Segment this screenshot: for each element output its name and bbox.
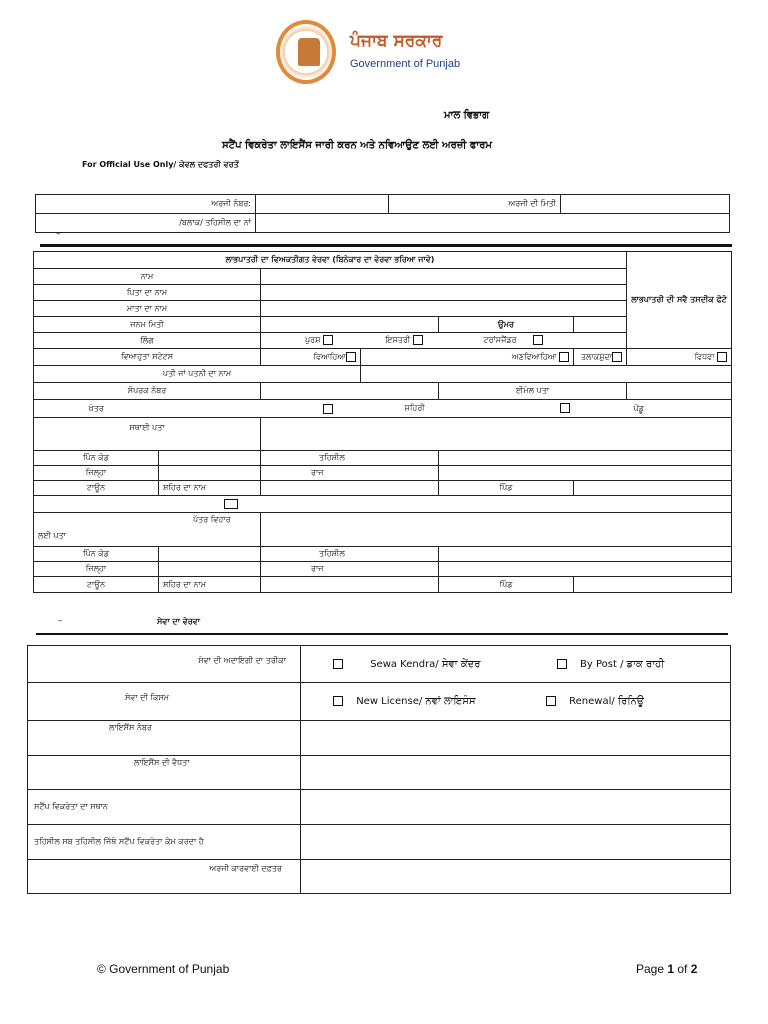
district-label: ਜਿਲ੍ਹਾ xyxy=(34,466,159,481)
vendor-place-field[interactable] xyxy=(301,790,731,825)
corr-district-field[interactable] xyxy=(159,562,261,577)
dob-field[interactable] xyxy=(261,317,439,333)
spouse-name-label: ਪਤੀ ਜਾਂ ਪਤਨੀ ਦਾ ਨਾਮ xyxy=(34,366,361,383)
pin-code-field[interactable] xyxy=(159,451,261,466)
divorced-option[interactable] xyxy=(574,349,627,366)
spouse-name-field[interactable] xyxy=(361,366,732,383)
corr-district-label: ਜਿਲ੍ਹਾ xyxy=(34,562,159,577)
service-section-title: ਸੇਵਾ ਦਾ ਵੇਰਵਾ xyxy=(157,617,201,626)
mother-name-label: ਮਾਤਾ ਦਾ ਨਾਮ xyxy=(34,301,261,317)
permanent-address-field[interactable] xyxy=(261,418,732,451)
correspondence-address-field[interactable] xyxy=(261,513,732,547)
transgender-label: ਟਰਾਂਸਜੈਂਡਰ xyxy=(483,335,517,345)
application-date-label: ਅਰਜੀ ਦੀ ਮਿਤੀ xyxy=(389,195,561,214)
vendor-place-label: ਸਟੈਂਪ ਵਿਕਰੇਤਾ ਦਾ ਸਥਾਨ xyxy=(28,790,301,825)
state-field[interactable] xyxy=(439,466,732,481)
license-validity-field[interactable] xyxy=(301,756,731,790)
corr-city-name-label: ਸ਼ਹਿਰ ਦਾ ਨਾਮ xyxy=(159,577,261,593)
mother-name-field[interactable] xyxy=(261,301,627,317)
service-divider-line xyxy=(36,633,728,635)
unmarried-label: ਅਣਵਿਆਹਿਆ xyxy=(511,352,557,362)
sewa-kendra-checkbox[interactable] xyxy=(333,659,343,669)
village-field[interactable] xyxy=(574,481,732,496)
by-post-checkbox[interactable] xyxy=(557,659,567,669)
logo-text-english: Government of Punjab xyxy=(350,58,461,70)
corr-state-field[interactable] xyxy=(439,562,732,577)
footer-page-number xyxy=(636,962,697,976)
block-tehsil-field[interactable] xyxy=(256,214,730,233)
by-post-label: By Post / ਡਾਕ ਰਾਹੀ xyxy=(580,658,665,670)
rural-label: ਪੇਂਡੂ xyxy=(633,403,644,413)
application-date-field[interactable] xyxy=(561,195,730,214)
father-name-label: ਪਿਤਾ ਦਾ ਨਾਮ xyxy=(34,285,261,301)
application-number-label: ਅਰਜੀ ਨੰਬਰ: xyxy=(36,195,256,214)
unmarried-option[interactable] xyxy=(361,349,574,366)
district-field[interactable] xyxy=(159,466,261,481)
official-use-label: For Official Use Only/ ਕੇਵਲ ਦਫਤਰੀ ਵਰਤੋਂ xyxy=(82,160,239,169)
divider-line xyxy=(40,244,732,247)
permanent-address-label: ਸਥਾਈ ਪਤਾ xyxy=(34,418,261,451)
application-number-field[interactable] xyxy=(256,195,389,214)
punjab-seal-logo xyxy=(276,20,336,84)
renewal-label: Renewal/ ਰਿਨਿਊ xyxy=(569,696,645,707)
gender-label: ਲਿੰਗ xyxy=(34,333,261,349)
email-field[interactable] xyxy=(627,383,732,400)
tehsil-work-field[interactable] xyxy=(301,825,731,860)
dob-label: ਜਨਮ ਮਿਤੀ xyxy=(34,317,261,333)
corr-tehsil-field[interactable] xyxy=(439,547,732,562)
rural-checkbox[interactable] xyxy=(560,403,570,413)
divorced-label: ਤਲਾਕਸ਼ੁਦਾ xyxy=(580,352,613,362)
page-total: 2 xyxy=(690,962,698,976)
payment-mode-label: ਸੇਵਾ ਦੀ ਅਦਾਇਗੀ ਦਾ ਤਰੀਕਾ xyxy=(28,646,301,683)
service-details-table xyxy=(27,645,731,894)
correspondence-label-1: ਪੱਤਰ ਵਿਹਾਰ xyxy=(193,515,231,524)
widow-option[interactable] xyxy=(627,349,732,366)
urban-checkbox[interactable] xyxy=(323,404,333,414)
age-field[interactable] xyxy=(574,317,627,333)
correspondence-label-2: ਲਈ ਪਤਾ xyxy=(38,531,66,540)
transgender-checkbox[interactable] xyxy=(533,335,543,345)
village-label: ਪਿੰਡ xyxy=(439,481,574,496)
personal-section-title: ਲਾਭਪਾਤਰੀ ਦਾ ਵਿਅਕਤੀਗਤ ਵੇਰਵਾ (ਬਿਨੇਕਾਰ ਦਾ ਵੇਰਵਾ ਭਰਿਆ ਜਾਵੇ) xyxy=(34,252,627,269)
male-checkbox[interactable] xyxy=(323,335,333,345)
name-field[interactable] xyxy=(261,269,627,285)
corr-tehsil-label: ਤਹਿਸੀਲ xyxy=(261,547,439,562)
unmarried-checkbox[interactable] xyxy=(559,352,569,362)
personal-details-table xyxy=(33,251,732,593)
same-address-checkbox[interactable] xyxy=(224,499,238,509)
married-label: ਵਿਆਹਿਆ xyxy=(313,352,346,362)
corr-pin-code-label: ਪਿੰਨ ਕੋਡ xyxy=(34,547,159,562)
photo-box[interactable] xyxy=(627,252,732,349)
page-of: of xyxy=(674,962,691,976)
service-type-label: ਸੇਵਾ ਦੀ ਕਿਸਮ xyxy=(28,683,301,721)
male-label: ਪੁਰਸ਼ xyxy=(305,335,321,345)
corr-pin-code-field[interactable] xyxy=(159,547,261,562)
age-label: ਉਮਰ xyxy=(439,317,574,333)
married-option[interactable] xyxy=(261,349,361,366)
corr-town-label: ਟਾਊਨ xyxy=(34,577,159,593)
widow-label: ਵਿਧਵਾ xyxy=(694,352,715,362)
photo-label: ਲਾਭਪਾਤਰੀ ਦੀ ਸਵੈ ਤਸਦੀਕ ਫੋਟੋ xyxy=(631,295,727,304)
logo-text-punjabi: ਪੰਜਾਬ ਸਰਕਾਰ xyxy=(350,31,443,51)
contact-number-field[interactable] xyxy=(261,383,439,400)
processing-office-field[interactable] xyxy=(301,860,731,894)
female-label: ਇਸਤਰੀ xyxy=(385,335,411,345)
footer-copyright: © Government of Punjab xyxy=(97,962,230,976)
contact-number-label: ਸੰਪਰਕ ਨੰਬਰ xyxy=(34,383,261,400)
new-license-label: New License/ ਨਵਾਂ ਲਾਇਸੰਸ xyxy=(356,696,476,707)
marital-status-label: ਵਿਆਹੁਤਾ ਸਟੇਟਸ xyxy=(34,349,261,366)
page-label: Page xyxy=(636,962,668,976)
female-checkbox[interactable] xyxy=(413,335,423,345)
page-current: 1 xyxy=(667,962,675,976)
corr-village-label: ਪਿੰਡ xyxy=(439,577,574,593)
town-label: ਟਾਊਨ xyxy=(34,481,159,496)
corr-village-field[interactable] xyxy=(574,577,732,593)
official-use-table xyxy=(35,194,730,233)
sewa-kendra-label: Sewa Kendra/ ਸੇਵਾ ਕੇਂਦਰ xyxy=(370,658,481,670)
dash-mark: – xyxy=(56,229,61,239)
city-name-field[interactable] xyxy=(261,481,439,496)
tehsil-label: ਤਹਿਸੀਲ xyxy=(261,451,439,466)
renewal-checkbox[interactable] xyxy=(546,696,556,706)
urban-label: ਸ਼ਹਿਰੀ xyxy=(404,403,425,413)
pin-code-label: ਪਿੰਨ ਕੋਡ xyxy=(34,451,159,466)
divorced-checkbox[interactable] xyxy=(612,352,622,362)
area-label: ਖੇਤਰ xyxy=(34,400,159,418)
department-title: ਮਾਲ ਵਿਭਾਗ xyxy=(444,110,490,121)
new-license-checkbox[interactable] xyxy=(333,696,343,706)
service-dash: – xyxy=(58,616,63,626)
corr-state-label: ਰਾਜ xyxy=(261,562,439,577)
license-number-label: ਲਾਇਸੈਂਸ ਨੰਬਰ xyxy=(28,721,301,756)
state-label: ਰਾਜ xyxy=(261,466,439,481)
tehsil-field[interactable] xyxy=(439,451,732,466)
email-label: ਈਮੇਲ ਪਤਾ xyxy=(439,383,627,400)
form-title: ਸਟੈਂਪ ਵਿਕਰੇਤਾ ਲਾਇਸੈਂਸ ਜਾਰੀ ਕਰਨ ਅਤੇ ਨਵਿਆਉਣ ਲਈ ਅਰਜ਼ੀ ਫਾਰਮ xyxy=(222,140,493,151)
tehsil-work-label: ਤਹਿਸੀਲ ਸਬ ਤਹਿਸੀਲ ਜਿੱਥੇ ਸਟੈਂਪ ਵਿਕਰੇਤਾ ਕੰਮ ਕਰਦਾ ਹੈ xyxy=(28,825,301,860)
processing-office-label: ਅਰਜੀ ਕਾਰਵਾਈ ਦਫ਼ਤਰ xyxy=(28,860,301,894)
married-checkbox[interactable] xyxy=(346,352,356,362)
father-name-field[interactable] xyxy=(261,285,627,301)
license-number-field[interactable] xyxy=(301,721,731,756)
city-name-label: ਸ਼ਹਿਰ ਦਾ ਨਾਮ xyxy=(159,481,261,496)
widow-checkbox[interactable] xyxy=(717,352,727,362)
corr-city-name-field[interactable] xyxy=(261,577,439,593)
name-label: ਨਾਮ xyxy=(34,269,261,285)
block-tehsil-label: /ਬਲਾਕ/ ਤਹਿਸੀਲ ਦਾ ਨਾਂ xyxy=(36,214,256,233)
license-validity-label: ਲਾਇਸੈਂਸ ਦੀ ਵੈਧਤਾ xyxy=(28,756,301,790)
